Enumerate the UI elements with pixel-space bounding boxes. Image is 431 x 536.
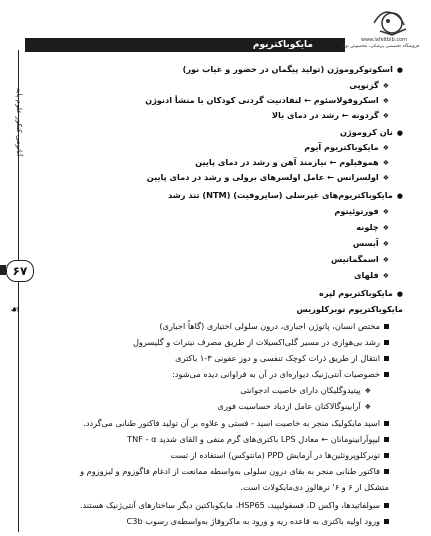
line-text: متشکل از ۶ و ۶' ترهالوز دی‌مایکولات است. <box>240 482 389 492</box>
line-text: هموفیلوم ← نیازمند آهن و رشد در دمای پایین <box>195 157 379 167</box>
line-text: چلونه <box>356 222 379 232</box>
bullet-icon: ● <box>396 290 403 298</box>
diamond-bullet-icon: ❖ <box>382 272 389 280</box>
text-line <box>356 222 389 234</box>
logo-url: www.lafeltbib.com <box>360 37 408 43</box>
line-text: گزنوپی <box>349 80 379 90</box>
diamond-bullet-icon: ❖ <box>382 97 389 105</box>
diamond-bullet-icon: ❖ <box>382 159 389 167</box>
text-line <box>127 434 389 445</box>
line-text: مایکوباکتریوم آیوم <box>304 142 379 152</box>
diamond-bullet-icon: ❖ <box>382 224 389 232</box>
line-text: نان کروموژن <box>340 127 393 137</box>
square-bullet-icon <box>384 324 389 329</box>
diamond-bullet-icon: ❖ <box>364 387 371 395</box>
text-line <box>159 321 389 332</box>
text-line <box>353 238 389 250</box>
diamond-bullet-icon: ❖ <box>382 208 389 216</box>
text-line <box>319 288 403 300</box>
text-line <box>272 110 389 122</box>
square-bullet-icon <box>384 421 389 426</box>
page-number: ۶۷ <box>6 260 34 282</box>
margin-line-bottom <box>18 282 19 532</box>
text-line <box>80 500 389 511</box>
text-line <box>297 304 404 315</box>
line-text: لیپوآرابینومانان ← معادل LPS باکتری‌های گرم منفی و القای شدید TNF - α <box>127 434 380 444</box>
bullet-icon: ● <box>396 129 403 137</box>
line-text: آبسس <box>352 238 379 248</box>
diamond-bullet-icon: ❖ <box>382 240 389 248</box>
square-bullet-icon <box>384 519 389 524</box>
diamond-bullet-icon: ❖ <box>382 256 389 264</box>
text-line <box>175 353 389 364</box>
text-line <box>172 369 389 380</box>
line-text: اسمگماتیس <box>331 254 379 264</box>
text-line <box>354 270 389 282</box>
bullet-icon: ● <box>396 192 403 200</box>
text-line <box>145 95 389 107</box>
line-text: پپتیدوگلیکان دارای خاصیت ادجوانتی <box>240 385 361 395</box>
text-line <box>195 157 389 169</box>
page-title: مایکوباکتریوم <box>252 40 313 50</box>
square-bullet-icon <box>384 453 389 458</box>
line-text: آرابینوگالاکتان عامل ازدیاد حساسیت فوری <box>217 401 361 411</box>
section-marker-icon: ☙ <box>10 303 20 316</box>
text-line <box>83 418 389 429</box>
text-line <box>331 254 389 266</box>
line-text: اولسرانس ← عامل اولسرهای برولی و رشد در دمای پایین <box>146 172 379 182</box>
line-text: اسید مایکولیک منجر به خاصیت اسید - فستی و علاوه بر آن تولید فاکتور طنابی می‌گردد. <box>83 418 380 428</box>
text-line <box>334 206 389 218</box>
line-text: گردونه ← رشد در دمای بالا <box>271 110 379 120</box>
text-line <box>168 190 403 202</box>
line-text: سولفاتیدها، واکس D، فسفولیپید، HSP65، مایکوباکتین دیگر ساختارهای آنتی‌ژنیک هستند. <box>79 500 380 510</box>
square-bullet-icon <box>384 503 389 508</box>
line-text: فورتوئیتوم <box>334 206 379 216</box>
diamond-bullet-icon: ❖ <box>364 403 371 411</box>
bullet-icon: ● <box>396 66 403 74</box>
text-line <box>349 80 389 92</box>
text-line <box>240 482 389 493</box>
text-line <box>304 142 389 154</box>
diamond-bullet-icon: ❖ <box>382 174 389 182</box>
line-text: فلهای <box>354 270 379 280</box>
line-text: انتقال از طریق ذرات کوچک تنفسی و دوز عفونی ۳-۱ باکتری <box>175 353 380 363</box>
square-bullet-icon <box>384 356 389 361</box>
line-text: رشد بی‌هوازی در مسیر گلی‌اکسیلات از طریق مصرف نیترات و گلیسرول <box>132 337 380 347</box>
diamond-bullet-icon: ❖ <box>382 82 389 90</box>
line-text: مایکوباکتریوم‌های غیرسلی (سایروفیت) (NTM) تند رشد <box>168 190 393 200</box>
square-bullet-icon <box>384 437 389 442</box>
line-text: اسکروفولاسئوم ← لنفادنیت گردنی کودکان با منشأ ادنوژن <box>145 95 379 105</box>
text-line <box>80 466 389 477</box>
text-line <box>147 172 389 184</box>
line-text: ورود اولیه باکتری به قاعده ریه و ورود به ماکروفاژ به‌واسطه‌ی رسوب C3b <box>126 516 380 526</box>
square-bullet-icon <box>384 340 389 345</box>
line-text: خصوصیات آنتی‌ژنیک دیواره‌ای در آن به فراوانی دیده می‌شود: <box>172 369 380 379</box>
diamond-bullet-icon: ❖ <box>382 144 389 152</box>
line-text: مایکوباکتریوم توبرکلوزیس <box>296 304 403 314</box>
text-line <box>183 64 403 76</box>
diamond-bullet-icon: ❖ <box>382 112 389 120</box>
text-line <box>170 450 389 461</box>
line-text: مختص انسان، پاتوژن اجباری، درون سلولی اختیاری (گاهاً اجباری) <box>159 321 380 331</box>
sidebar-title: آناتومی کنکور علوم پایه <box>15 87 23 157</box>
text-line <box>217 401 371 413</box>
line-text: توبرکلوپروتئین‌ها در آزمایش PPD (مانتوکس) استفاده از تست <box>170 450 380 460</box>
square-bullet-icon <box>384 372 389 377</box>
text-line <box>240 385 371 397</box>
text-line <box>340 127 403 139</box>
text-line <box>127 516 389 527</box>
text-line <box>133 337 389 348</box>
line-text: اسکوتوکروموژن (تولید پیگمان در حضور و غیاب نور) <box>182 64 393 74</box>
square-bullet-icon <box>384 469 389 474</box>
line-text: مایکوباکتریوم لپره <box>319 288 393 298</box>
logo-tagline: فروشگاه تخصصی پزشکی، مخصوص نوین <box>340 44 420 49</box>
line-text: فاکتور طنابی منجر به بقای درون سلولی به‌واسطه ممانعت از ادغام فاگوزوم و لیزوزوم و <box>80 466 380 476</box>
